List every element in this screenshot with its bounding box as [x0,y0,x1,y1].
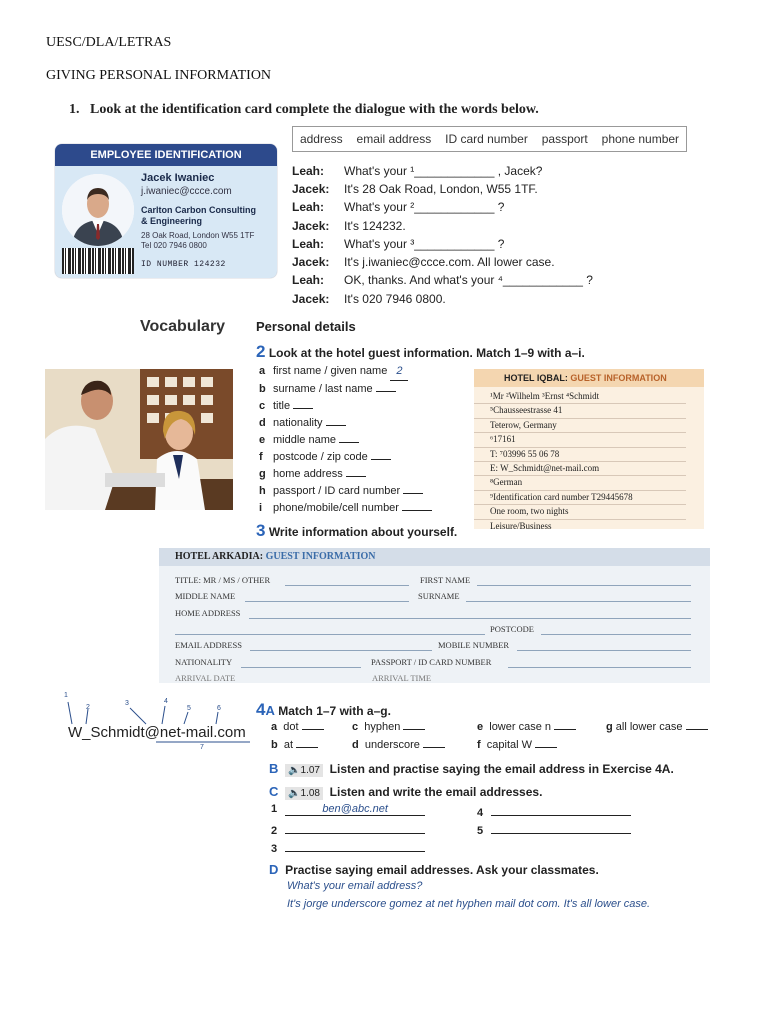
speaker: Jacek: [292,219,330,233]
passport-input[interactable] [508,667,691,668]
hotel-name: HOTEL IQBAL: [504,373,568,383]
item-text: at [283,739,294,751]
item-text: dot [283,721,299,733]
institution-heading: UESC/DLA/LETRAS [46,35,172,50]
exercise-letter: B [269,761,279,776]
list-item [259,449,432,466]
hotel-name: HOTEL ARKADIA: [175,551,264,562]
speaker: Leah: [292,164,325,178]
exercise-text: Write information about yourself. [268,525,458,539]
form-label-email: EMAIL ADDRESS [175,640,242,650]
list-item [259,466,432,483]
line-text: What's your ²____________ ? [344,200,505,214]
item-letter: f [477,739,481,751]
exercise-letter: A [265,703,275,718]
speaker: Jacek: [292,292,330,306]
answer-row [271,839,425,855]
employee-photo [62,174,134,246]
exercise-text: Look at the hotel guest information. Match 1–9 with a–i. [268,346,585,360]
item-text: postcode / zip code [273,451,368,463]
item-letter: b [259,383,266,395]
answer-number: 5 [477,825,484,837]
card-name: Jacek Iwaniec [141,172,215,184]
form-label-passport: PASSPORT / ID CARD NUMBER [371,657,492,667]
word-item: ID card number [445,132,528,146]
example-question: What's your email address? [287,880,423,892]
answer-number: 1 [271,803,278,815]
surname-input[interactable] [466,601,691,602]
line-text: What's your ³____________ ? [344,237,505,251]
word-item: phone number [601,132,680,146]
postcode-input[interactable] [541,634,691,635]
guest-info-row: Leisure/Business [490,520,552,531]
answer-blank[interactable] [326,425,346,426]
answer-blank[interactable] [403,493,423,494]
card-header: EMPLOYEE IDENTIFICATION [55,144,277,166]
item-letter: a [271,721,278,733]
answer-number: 2 [271,825,278,837]
exercise-4b [269,761,674,777]
item-letter: f [259,451,263,463]
list-item [259,381,432,398]
dialogue-line [292,273,593,287]
dialogue-line [292,164,542,178]
form-label-title: TITLE: MR / MS / OTHER [175,575,271,585]
match-item [271,739,318,751]
exercise-4a-instruction [256,700,391,720]
speaker-icon: 🔈 [288,788,301,799]
track-number: 1.07 [300,765,320,776]
guest-info-row: E: W_Schmidt@net-mail.com [474,462,686,476]
exercise-number: 3 [256,521,266,540]
question-number: 1. [69,102,80,117]
list-item [259,363,432,381]
answer-blank[interactable] [296,747,318,748]
dialogue-line [292,182,538,196]
exercise-3-instruction [256,521,457,541]
dialogue-line [292,219,406,233]
list-item [259,415,432,432]
exercise-text: Listen and practise saying the email address in Exercise 4A. [329,762,674,776]
guest-info-row: T: ⁷03996 55 06 78 [474,448,686,462]
exercise-4d [269,862,599,877]
item-text: underscore [364,739,420,751]
dialogue-line [292,292,446,306]
exercise-text: Listen and write the email addresses. [329,785,543,799]
home-address-line-2[interactable] [175,634,485,635]
line-text: It's 124232. [344,219,406,233]
barcode [62,248,134,274]
item-text: surname / last name [273,383,373,395]
answer-line[interactable] [285,821,425,834]
line-text: OK, thanks. And what's your ⁴____________ ? [344,273,593,287]
home-address-input[interactable] [249,618,691,619]
word-box [292,126,687,152]
nationality-input[interactable] [241,667,361,668]
card-company [141,205,271,227]
speaker: Leah: [292,237,325,251]
hotel-iqbal-header [474,369,704,387]
exercise-number: 2 [256,342,266,361]
answer-blank[interactable] [423,747,445,748]
line-text: What's your ¹____________ , Jacek? [344,164,543,178]
answer-blank[interactable] [376,391,396,392]
item-letter: h [259,485,266,497]
diagram-label: 2 [86,704,90,711]
speaker-icon: 🔈 [288,765,301,776]
item-letter: g [606,721,613,733]
item-text: phone/mobile/cell number [273,502,399,514]
answer-row [477,803,631,819]
diagram-label: 4 [164,698,168,705]
answer-number: 3 [271,843,278,855]
item-text: lower case n [489,721,552,733]
phone-line: Tel 020 7946 0800 [141,241,207,250]
answer-blank[interactable] [371,459,391,460]
list-item [259,432,432,449]
answer-blank[interactable] [302,729,324,730]
item-text: middle name [273,434,336,446]
form-label-nationality: NATIONALITY [175,657,233,667]
vocabulary-heading: Vocabulary [140,318,226,335]
match-item [606,721,708,733]
match-item [352,739,445,751]
hotel-arkadia-form [159,548,710,683]
match-item [477,739,557,751]
exercise-letter: D [269,862,279,877]
guest-info-row: One room, two nights [474,505,686,519]
form-label-arrival-date: ARRIVAL DATE [175,673,236,683]
middle-name-input[interactable] [245,601,409,602]
line-text: It's 28 Oak Road, London, W55 1TF. [344,182,538,196]
item-text: nationality [273,417,323,429]
exercise-4c [269,784,542,800]
exercise-number: 4 [256,700,266,719]
hotel-reception-photo [45,369,233,510]
guest-info-row: ⁶17161 [474,433,686,447]
address-line: 28 Oak Road, London W55 1TF [141,231,255,240]
company-line: & Engineering [141,216,203,226]
exercise-letter: C [269,784,279,799]
item-text: all lower case [615,721,683,733]
form-label-home-address: HOME ADDRESS [175,608,241,618]
word-item: passport [541,132,588,146]
item-text: hyphen [364,721,401,733]
track-number: 1.08 [300,788,320,799]
dialogue-line [292,255,555,269]
exercise-2-instruction [256,342,585,362]
exercise-text: Match 1–7 with a–g. [278,704,391,718]
speaker: Jacek: [292,182,330,196]
answer-blank[interactable]: 2 [390,363,408,381]
answer-blank[interactable] [554,729,576,730]
form-header [159,548,710,566]
card-email: j.iwaniec@ccce.com [141,186,232,197]
guest-info-row: ⁵Chausseestrasse 41 [474,404,686,418]
email-input[interactable] [250,650,432,651]
audio-track[interactable] [285,764,323,777]
item-text: title [273,400,291,412]
item-letter: d [259,417,266,429]
diagram-label: 7 [200,744,204,751]
diagram-label: 5 [187,705,191,712]
email-parts-diagram [60,692,255,752]
item-text: capital W [486,739,533,751]
answer-row [271,821,425,837]
speaker: Leah: [292,200,325,214]
vocab-match-list [259,363,432,517]
answer-line[interactable] [491,803,631,816]
form-label-middle-name: MIDDLE NAME [175,591,236,601]
dialogue-line [292,237,504,251]
answer-row [477,821,631,837]
form-label-mobile: MOBILE NUMBER [438,640,510,650]
company-line: Carlton Carbon Consulting [141,205,256,215]
question-text: Look at the identification card complete the dialogue with the words below. [90,102,539,117]
item-letter: e [477,721,484,733]
answer-line[interactable] [285,839,425,852]
exercise-text: Practise saying email addresses. Ask your classmates. [285,863,599,877]
answer-blank[interactable] [402,510,432,511]
list-item [259,500,432,517]
answer-blank[interactable] [339,442,359,443]
answer-row [271,803,425,816]
employee-id-card [55,144,277,278]
card-id-number: ID NUMBER 124232 [141,260,226,269]
form-label-arrival-time: ARRIVAL TIME [372,673,432,683]
item-letter: e [259,434,266,446]
item-letter: b [271,739,278,751]
diagram-label: 1 [64,692,68,699]
guest-info-row: ⁸German [474,476,686,490]
line-text: It's 020 7946 0800. [344,292,446,306]
item-text: passport / ID card number [273,485,401,497]
list-item [259,483,432,500]
speaker: Leah: [292,273,325,287]
card-address [141,231,271,251]
word-item: email address [356,132,432,146]
diagram-label: 3 [125,700,129,707]
item-letter: c [259,400,266,412]
answer-blank[interactable] [293,408,313,409]
guest-info-row: ⁹Identification card number T29445678 [474,491,686,505]
answer-line[interactable]: ben@abc.net [285,803,425,816]
title-input[interactable] [285,585,409,586]
item-letter: g [259,468,266,480]
item-letter: c [352,721,359,733]
answer-line[interactable] [491,821,631,834]
question-1 [69,102,539,118]
item-text: home address [273,468,343,480]
form-label-first-name: FIRST NAME [420,575,471,585]
hotel-iqbal-card [474,369,704,529]
word-item: address [299,132,343,146]
guest-info-row: Teterow, Germany [474,419,686,433]
form-label-surname: SURNAME [418,591,460,601]
first-name-input[interactable] [477,585,691,586]
match-item [271,721,324,733]
answer-blank[interactable] [403,729,425,730]
speaker: Jacek: [292,255,330,269]
match-item [352,721,425,733]
hotel-subtitle: GUEST INFORMATION [265,551,376,562]
line-text: It's j.iwaniec@ccce.com. All lower case. [344,255,555,269]
personal-details-heading: Personal details [256,319,356,334]
answer-blank[interactable] [346,476,366,477]
mobile-input[interactable] [517,650,691,651]
sample-email-address: W_Schmidt@net-mail.com [68,724,246,741]
document-title: GIVING PERSONAL INFORMATION [46,68,272,83]
audio-track[interactable] [285,787,323,800]
match-item [477,721,576,733]
example-answer: It's jorge underscore gomez at net hyphen mail dot com. It's all lower case. [287,898,651,910]
item-letter: i [259,502,263,514]
answer-blank[interactable] [535,747,557,748]
item-letter: d [352,739,359,751]
item-letter: a [259,365,266,377]
answer-blank[interactable] [686,729,708,730]
guest-info-row: ¹Mr ²Wilhelm ³Ernst ⁴Schmidt [474,390,686,404]
list-item [259,398,432,415]
diagram-label: 6 [217,705,221,712]
form-label-postcode: POSTCODE [490,624,534,634]
hotel-subtitle: GUEST INFORMATION [570,373,667,383]
dialogue-line [292,200,504,214]
answer-number: 4 [477,807,484,819]
item-text: first name / given name [273,365,388,377]
